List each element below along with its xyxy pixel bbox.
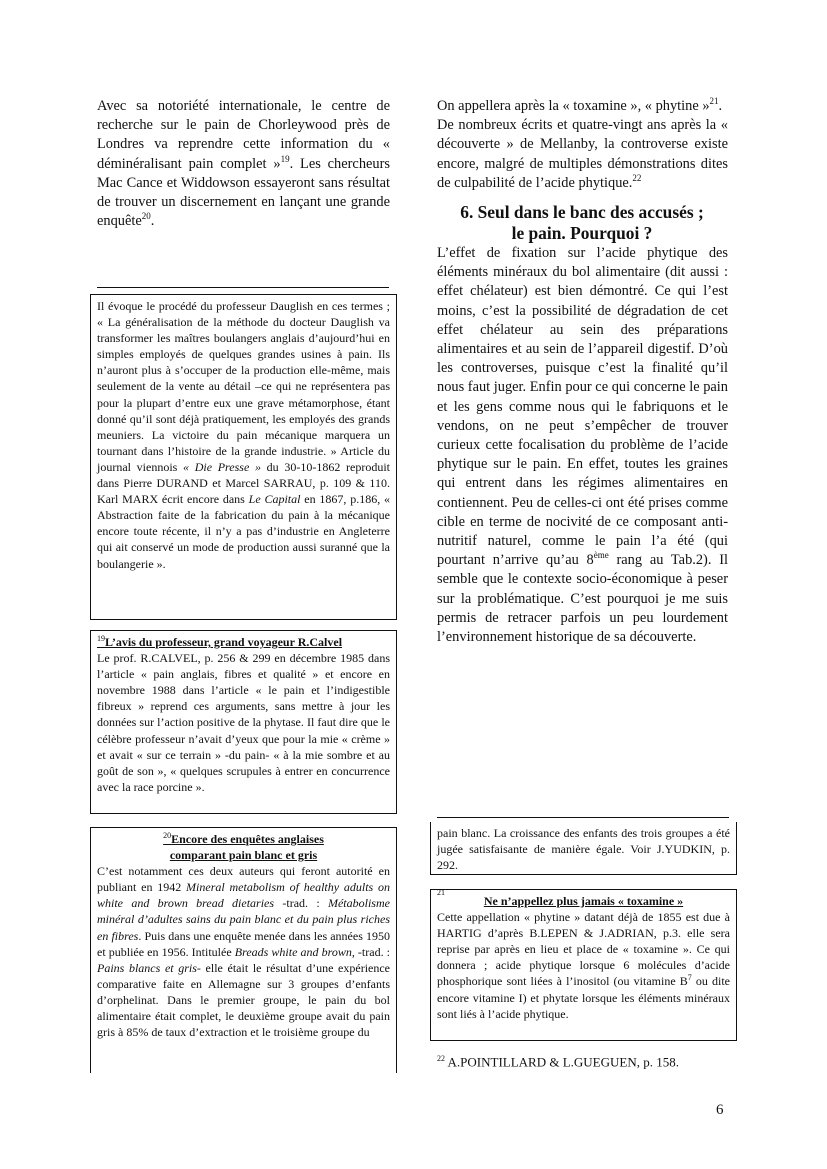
intro-text-2: . Les chercheurs Mac Cance et Widdowson essayeront sans résultat de trouver un discernement en lançant une grande enquête <box>97 155 390 230</box>
fn20-title-en-1: Mineral metabolism of healthy adults on white and brown bread dietaries <box>97 880 391 911</box>
quote-box-text <box>97 298 390 572</box>
section-heading-line2: le pain. Pourquoi ? <box>511 223 653 244</box>
footnote-separator-right <box>437 817 729 818</box>
footnote-20-body <box>97 863 390 1040</box>
intro-paragraph <box>97 97 390 231</box>
footnote-19-number: 19 <box>97 634 105 643</box>
footnote-20-box <box>90 827 397 1073</box>
footnote-20-title-line1: Encore des enquêtes anglaises <box>171 832 324 846</box>
fn21-text-2: ou dite encore vitamine I) et phytate lorsque les éléments minéraux sont liés à l’acide phytique. <box>437 974 730 1021</box>
fn20-title-fr-2: Pains blancs et gris <box>97 960 197 975</box>
quote-box <box>90 294 397 620</box>
intro-text-end: . <box>150 213 155 230</box>
page-number: 6 <box>716 1102 724 1118</box>
footnote-ref-21: 21 <box>709 96 719 107</box>
footnote-21-title: 21 Ne n’appellez plus jamais « toxamine » <box>437 888 684 908</box>
quote-text-1: Il évoque le procédé du professeur Dauglish en ces termes ; « La généralisation de la méthode du docteur Dauglish va transformer les maîtres boulangers anglais d’aujourd’hui en simples employés de quelques grandes usines à pain. Ils n’auront plus à s’occuper de la production elle-même, mais seulement de la vente au détail –ce qui ne représentera pas pour la plupart d’entre eux une grave métamorphose, étant donné qu’il sont déjà pratiquement, les employés des grands meuniers. La victoire du pain mécanique marquera un tournant dans l’histoire de la grande industrie. » Article du journal viennois <box>97 299 390 474</box>
footnote-ref-20: 20 <box>141 211 151 222</box>
section-heading-line1: 6. Seul dans le banc des accusés ; <box>460 202 704 223</box>
right-top-text-1: On appellera après la « toxamine », « phytine » <box>437 98 710 114</box>
footnote-19-title-text: L’avis du professeur, grand voyageur R.Calvel <box>105 635 343 649</box>
footnote-20-title <box>97 831 390 863</box>
quote-text-2: du 30-10-1862 reproduit dans Pierre DURAND et Marcel SARRAU, p. 109 & 110. Karl MARX écrit encore dans <box>97 459 391 507</box>
footnote-22 <box>437 1054 679 1070</box>
footnote-ref-19: 19 <box>280 153 290 164</box>
footnote-21-title-text: Ne n’appellez plus jamais « toxamine » <box>483 894 684 908</box>
section-body <box>437 244 728 647</box>
right-top-text-2: De nombreux écrits et quatre-vingt ans après la « découverte » de Mellanby, la controverse existe encore, malgré de multiples démonstrations dites de culpabilité de l’acide phytique. <box>437 117 728 191</box>
footnote-22-text: A.POINTILLARD & L.GUEGUEN, p. 158. <box>445 1054 679 1070</box>
fn20-text-1: C’est notamment ces deux auteurs qui feront autorité en publiant en 1942 <box>97 864 390 895</box>
footnote-19-title <box>97 634 390 650</box>
fn20-title-fr-1: Métabolisme minéral d’adultes sains du pain blanc et du pain plus riches en fibres <box>97 896 390 943</box>
right-top-paragraph-1 <box>437 97 728 116</box>
fn21-sup: 7 <box>687 973 692 983</box>
fn20-title-en-2: Breads white and brown <box>234 944 352 959</box>
right-top-paragraph-2 <box>437 116 728 193</box>
footnote-ref-22: 22 <box>632 173 642 184</box>
fn20-text-3: . Puis dans une enquête menée dans les années 1950 et publiée en 1956. Intitulée <box>97 928 390 959</box>
quote-text-3: en 1867, p.186, « Abstraction faite de la fabrication du pain à la mécanique encore toute récente, il n’y a pas d’industrie en Angleterre qui ait conservé un mode de production aussi suranné que la boulangerie ». <box>97 492 390 571</box>
right-column <box>437 97 728 647</box>
footnote-22-number: 22 <box>437 1054 445 1063</box>
quote-journal-title: « Die Presse » <box>183 459 261 474</box>
fn21-text-1: Cette appellation « phytine » datant déjà de 1855 est due à HARTIG d’après B.LEPEN & J.ADRIAN, p.3. elle sera reprise par après en lieu et place de « toxamine ». Ce qui donnera ; acide phytique lorsque 6 molécules d’acide phosphorique sont liées à l’inositol (ou vitamine B <box>437 910 730 989</box>
footnote-21-body <box>437 909 730 1022</box>
footnote-21-box <box>430 889 737 1041</box>
footnote-20-title-line2: comparant pain blanc et gris <box>169 848 318 863</box>
footnote-19-body: Le prof. R.CALVEL, p. 256 & 299 en décembre 1985 dans l’article « pain anglais, fibres et qualité » et encore en novembre 1988 dans l’article « le pain et l’indigestible fibreux » reprend ces arguments, sans mettre à jour les données sur l’action positive de la phytase. Il faut dire que le célèbre professeur n’avait d’yeux que pour la mie « crème » et avait « sur ce terrain » -du pain- « à la mie sombre et au goût de son », « quelques scrupules à entrer en concurrence avec la race porcine ». <box>97 651 390 794</box>
footnote-separator-left <box>97 287 389 288</box>
intro-text-1: Avec sa notoriété internationale, le centre de recherche sur le pain de Chorleywood près de Londres va reprendre cette information du « déminéralisant pain complet » <box>97 98 390 172</box>
footnote-20-number: 20 <box>163 831 172 840</box>
fn20-text-4: , -trad. : <box>351 944 390 959</box>
section-heading <box>432 202 732 244</box>
quote-book-title: Le Capital <box>248 492 301 507</box>
footnote-19-box <box>90 630 397 814</box>
continuation-text: pain blanc. La croissance des enfants des trois groupes a été jugée satisfaisante de manière égale. Voir J.YUDKIN, p. 292. <box>437 826 730 873</box>
section-body-sup: ème <box>593 550 609 561</box>
fn20-text-5: - elle était le résultat d’une expérience comparative faite en Allemagne sur 3 groupes d’enfants d’orphelinat. Dans le premier groupe, le pain du bol alimentaire était complet, le deuxième groupe avait du pain gris à 85% de taux d’extraction et le troisième groupe du <box>97 960 390 1040</box>
section-body-text-2: rang au Tab.2). Il semble que le contexte socio-économique à peser sur la problématique. C’est pourquoi je me suis permis de retracer parfois un peu lourdement l’environnement historique de sa découverte. <box>437 552 728 646</box>
left-column <box>97 97 390 231</box>
continuation-box <box>430 822 737 875</box>
fn20-text-2: -trad. : <box>274 896 328 911</box>
right-top-text-1-end: . <box>718 98 723 114</box>
section-body-text-1: L’effet de fixation sur l’acide phytique des éléments minéraux du bol alimentaire (dit aussi : effet chélateur) est bien démontré. Ce qui l’est moins, c’est la possibilité de dégradation de cet effet chélateur au sein des préparations alimentaires et au sein de l’appareil digestif. D’où les controverses, puisque c’est la finalité qu’il nous faut juger. Enfin pour ce qui concerne le pain et les gens comme nous qui le fabriquons et le vendons, on ne peut s’empêcher de trouver curieux cette focalisation du problème de l’acide phytique sur le pain. En effet, toutes les graines qui entrent dans les régimes alimentaires en contiennent. Peu de celles-ci ont été prises comme cible en terme de nocivité de ce composant anti-nutritif naturel, comme le pain l’a été (qui pourtant n’arrive qu’au 8 <box>437 245 728 569</box>
